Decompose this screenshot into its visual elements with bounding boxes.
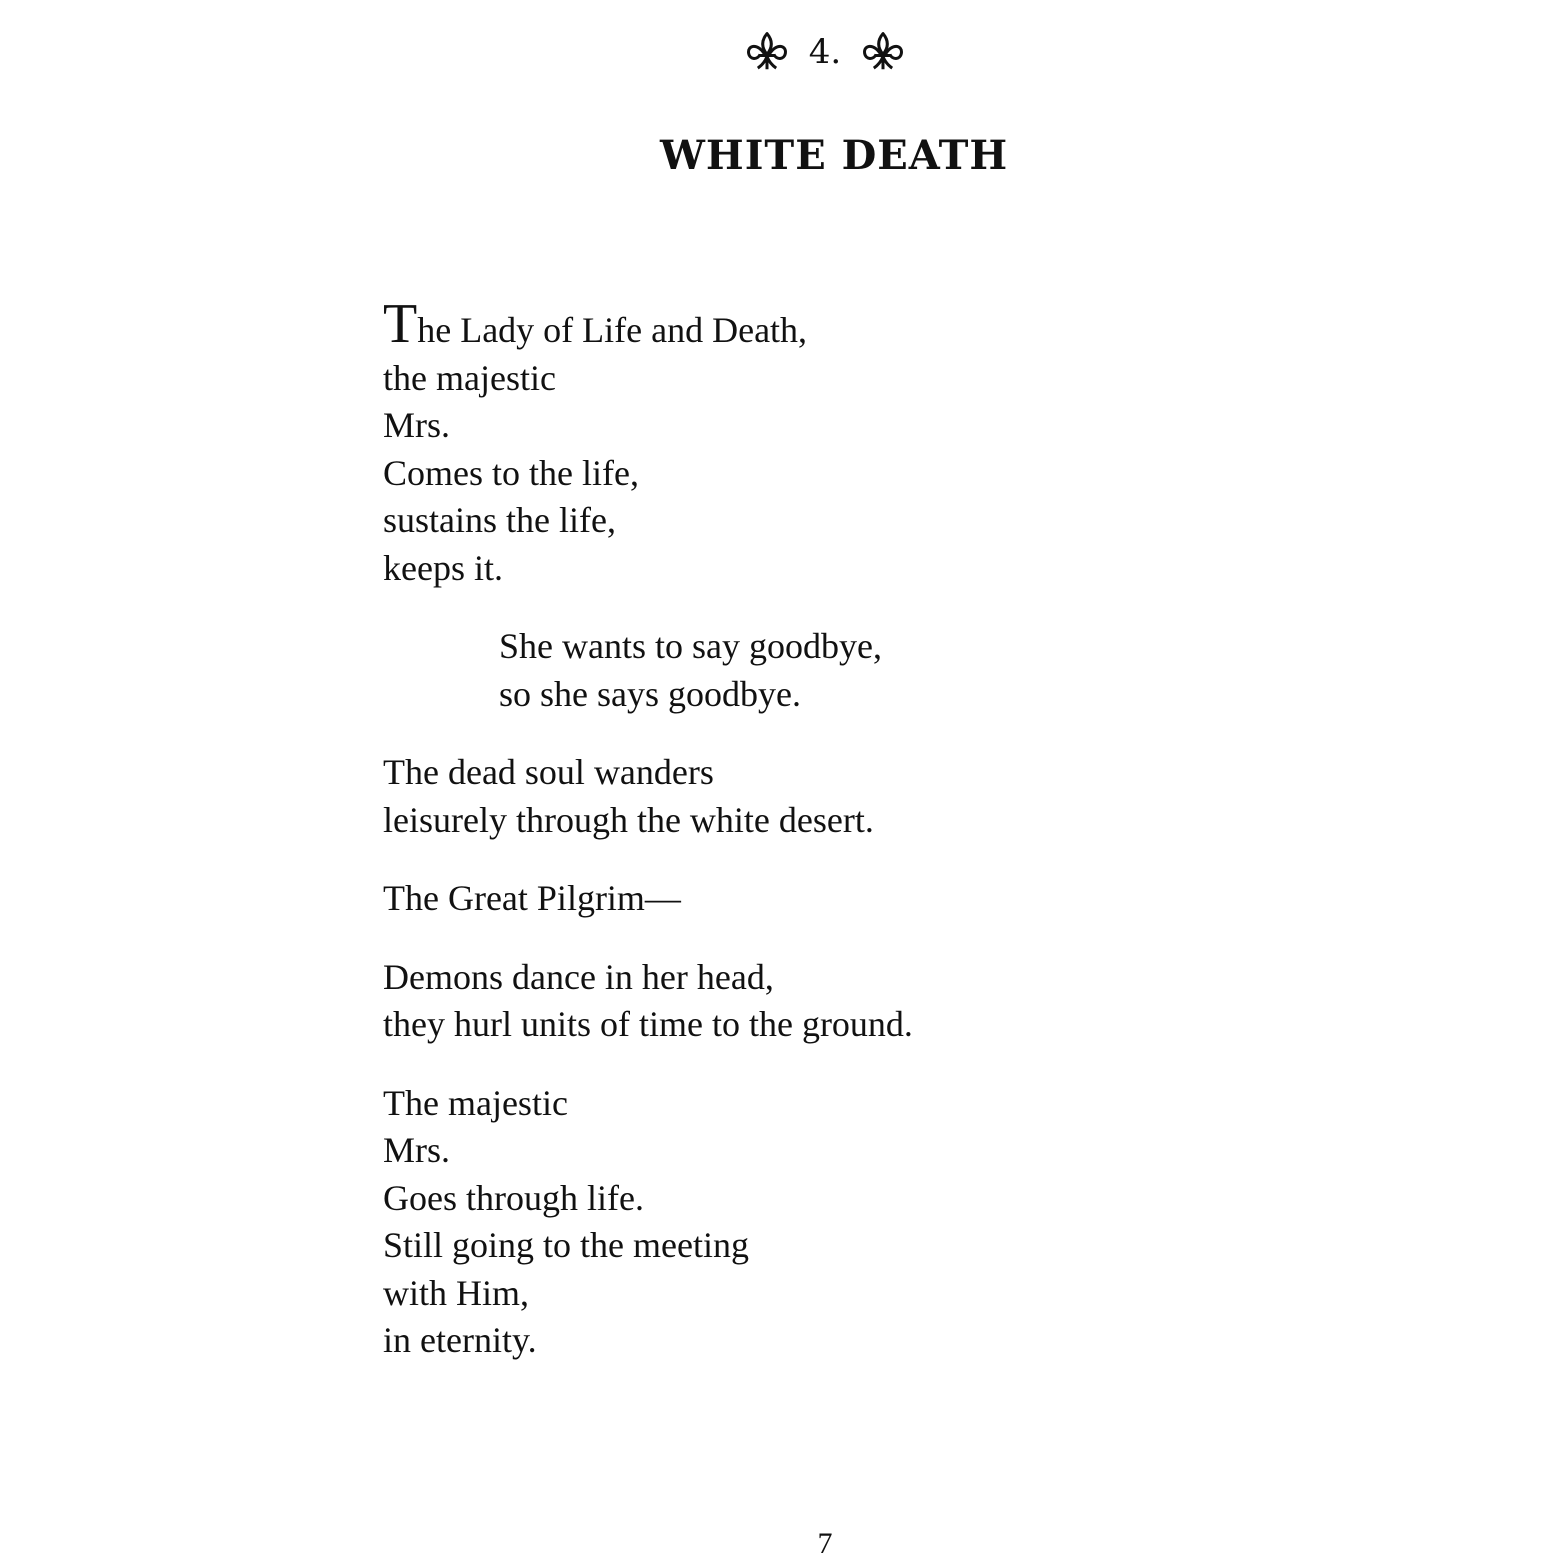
poem-line: The majestic — [383, 1082, 568, 1123]
poem-line: Goes through life. — [383, 1177, 644, 1218]
poem-line: Still going to the meeting — [383, 1225, 749, 1265]
poem-line: they hurl units of time to the ground. — [383, 1004, 913, 1044]
poem-line: The Great Pilgrim— — [383, 878, 681, 918]
chapter-title: WHITE DEATH — [660, 132, 1009, 179]
stanza — [383, 954, 1283, 1049]
poem-line: sustains the life, — [383, 500, 616, 540]
poem-line: the majestic — [383, 357, 556, 398]
poem-line: in eternity. — [383, 1320, 537, 1360]
poem-line — [383, 293, 1283, 355]
poem-line: leisurely through the white desert. — [383, 799, 874, 840]
poem-line: Demons dance in her head, — [383, 956, 774, 997]
poem-line-text: he Lady of Life and Death, — [417, 310, 808, 350]
poem-line: keeps it. — [383, 547, 503, 588]
fleur-de-lis-icon — [744, 29, 790, 75]
drop-cap: T — [383, 293, 418, 355]
poem-line: She wants to say goodbye, — [499, 626, 882, 666]
stanza-indented — [383, 623, 1283, 718]
page-number: 7 — [817, 1527, 833, 1560]
fleur-de-lis-icon — [860, 29, 906, 75]
stanza — [383, 749, 1283, 844]
poem-line: Mrs. — [383, 1130, 451, 1170]
stanza — [383, 293, 1283, 592]
chapter-heading — [0, 20, 1560, 80]
poem-line: The dead soul wanders — [383, 752, 714, 792]
poem-line: Comes to the life, — [383, 452, 639, 493]
stanza — [383, 1080, 1283, 1365]
poem-line: so she says goodbye. — [499, 673, 801, 714]
poem-body — [383, 293, 1283, 1396]
chapter-number: 4. — [808, 31, 842, 72]
stanza — [383, 875, 1283, 923]
poem-line: Mrs. — [383, 405, 451, 445]
poem-line: with Him, — [383, 1272, 530, 1313]
